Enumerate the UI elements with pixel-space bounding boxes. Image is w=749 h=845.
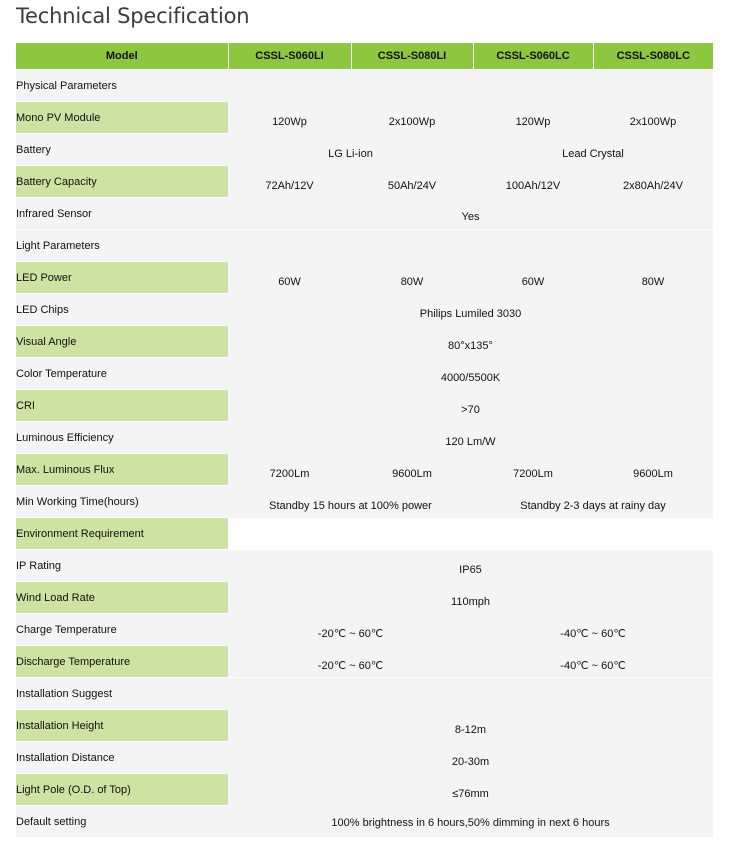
cell-value: -20℃ ~ 60℃	[317, 659, 384, 672]
table-row	[16, 614, 713, 646]
row-label: Installation Height	[16, 710, 228, 742]
header-model-label: Model	[16, 43, 228, 70]
page-title: Technical Specification	[16, 4, 250, 28]
table-row	[16, 742, 713, 774]
cell-value: 100Ah/12V	[505, 179, 561, 192]
cell-value: 50Ah/24V	[387, 179, 437, 192]
cell-value: Standby 2-3 days at rainy day	[520, 499, 666, 512]
section-heading: Installation Suggest	[16, 678, 713, 710]
section-heading: Physical Parameters	[16, 70, 713, 102]
cell-value: LG Li-ion	[328, 147, 373, 160]
table-row	[16, 390, 713, 422]
row-label: Battery	[16, 134, 228, 166]
table-row	[16, 678, 713, 710]
cell-value: 120Wp	[515, 115, 551, 128]
cell-value: Standby 15 hours at 100% power	[269, 499, 432, 512]
table-row	[16, 550, 713, 582]
header-model: CSSL-S060LI	[228, 43, 351, 70]
cell-value: -40℃ ~ 60℃	[560, 628, 626, 640]
header-model: CSSL-S080LC	[593, 43, 713, 70]
row-label: Color Temperature	[16, 358, 228, 390]
row-label: Battery Capacity	[16, 166, 228, 198]
cell-value: IP65	[459, 563, 482, 576]
table-row	[16, 582, 713, 614]
table-row	[16, 134, 713, 166]
header-model: CSSL-S080LI	[351, 43, 473, 70]
row-label: Installation Distance	[16, 742, 228, 774]
cell-value: 80W	[641, 275, 665, 288]
section-heading: Light Parameters	[16, 230, 713, 262]
row-label: Visual Angle	[16, 326, 228, 358]
cell-value: 2x100Wp	[629, 115, 677, 128]
table-row	[16, 710, 713, 742]
row-label: Default setting	[16, 806, 228, 838]
table-row	[16, 70, 713, 102]
table-row	[16, 646, 713, 678]
cell-value: -40℃ ~ 60℃	[560, 659, 626, 672]
cell-value: 120Wp	[272, 115, 307, 128]
table-row	[16, 198, 713, 230]
spec-table	[16, 43, 713, 837]
cell-value: 2x100Wp	[388, 115, 436, 128]
cell-value: Philips Lumiled 3030	[419, 307, 522, 320]
table-row	[16, 294, 713, 326]
cell-value: 9600Lm	[633, 467, 673, 480]
table-row	[16, 230, 713, 262]
section-heading: Environment Requirement	[16, 518, 228, 550]
cell-value: -20℃ ~ 60℃	[317, 628, 384, 640]
cell-value: 2x80Ah/24V	[623, 179, 683, 192]
cell-value: 100% brightness in 6 hours,50% dimming in next 6 hours	[331, 817, 610, 830]
cell-value: 80°x135°	[448, 339, 493, 352]
cell-value: 4000/5500K	[440, 371, 501, 384]
header-model: CSSL-S060LC	[473, 43, 593, 70]
row-label: IP Rating	[16, 550, 228, 582]
row-label: Infrared Sensor	[16, 198, 228, 230]
row-label: Luminous Efficiency	[16, 422, 228, 454]
row-label: LED Power	[16, 262, 228, 294]
cell-value: 7200Lm	[269, 467, 310, 480]
cell-value: 110mph	[451, 595, 490, 608]
row-label: Light Pole (O.D. of Top)	[16, 774, 228, 806]
table-header-row	[16, 43, 713, 70]
cell-value: 7200Lm	[513, 467, 553, 480]
cell-value: 120 Lm/W	[445, 435, 496, 448]
table-row	[16, 262, 713, 294]
table-row	[16, 358, 713, 390]
cell-value: 8-12m	[454, 723, 487, 736]
table-row	[16, 326, 713, 358]
row-label: Max. Luminous Flux	[16, 454, 228, 486]
row-label: Mono PV Module	[16, 102, 228, 134]
cell-value: Yes	[461, 211, 480, 224]
table-row	[16, 486, 713, 518]
cell-value: 9600Lm	[392, 467, 432, 480]
row-label: Min Working Time(hours)	[16, 486, 228, 518]
table-row	[16, 454, 713, 486]
cell-value: >70	[461, 403, 480, 416]
table-row	[16, 518, 713, 550]
table-row	[16, 806, 713, 838]
row-label: LED Chips	[16, 294, 228, 326]
table-row	[16, 166, 713, 198]
table-row	[16, 102, 713, 134]
row-label: Charge Temperature	[16, 614, 228, 646]
table-row	[16, 774, 713, 806]
empty-cell	[228, 518, 713, 550]
cell-value: ≤76mm	[452, 787, 489, 800]
row-label: Wind Load Rate	[16, 582, 228, 614]
cell-value: 72Ah/12V	[265, 179, 314, 192]
cell-value: Lead Crystal	[562, 147, 624, 160]
cell-value: 60W	[521, 275, 545, 288]
row-label: Discharge Temperature	[16, 646, 228, 678]
row-label: CRI	[16, 390, 228, 422]
table-row	[16, 422, 713, 454]
cell-value: 20-30m	[451, 755, 490, 768]
cell-value: 80W	[400, 275, 424, 288]
cell-value: 60W	[278, 275, 301, 288]
